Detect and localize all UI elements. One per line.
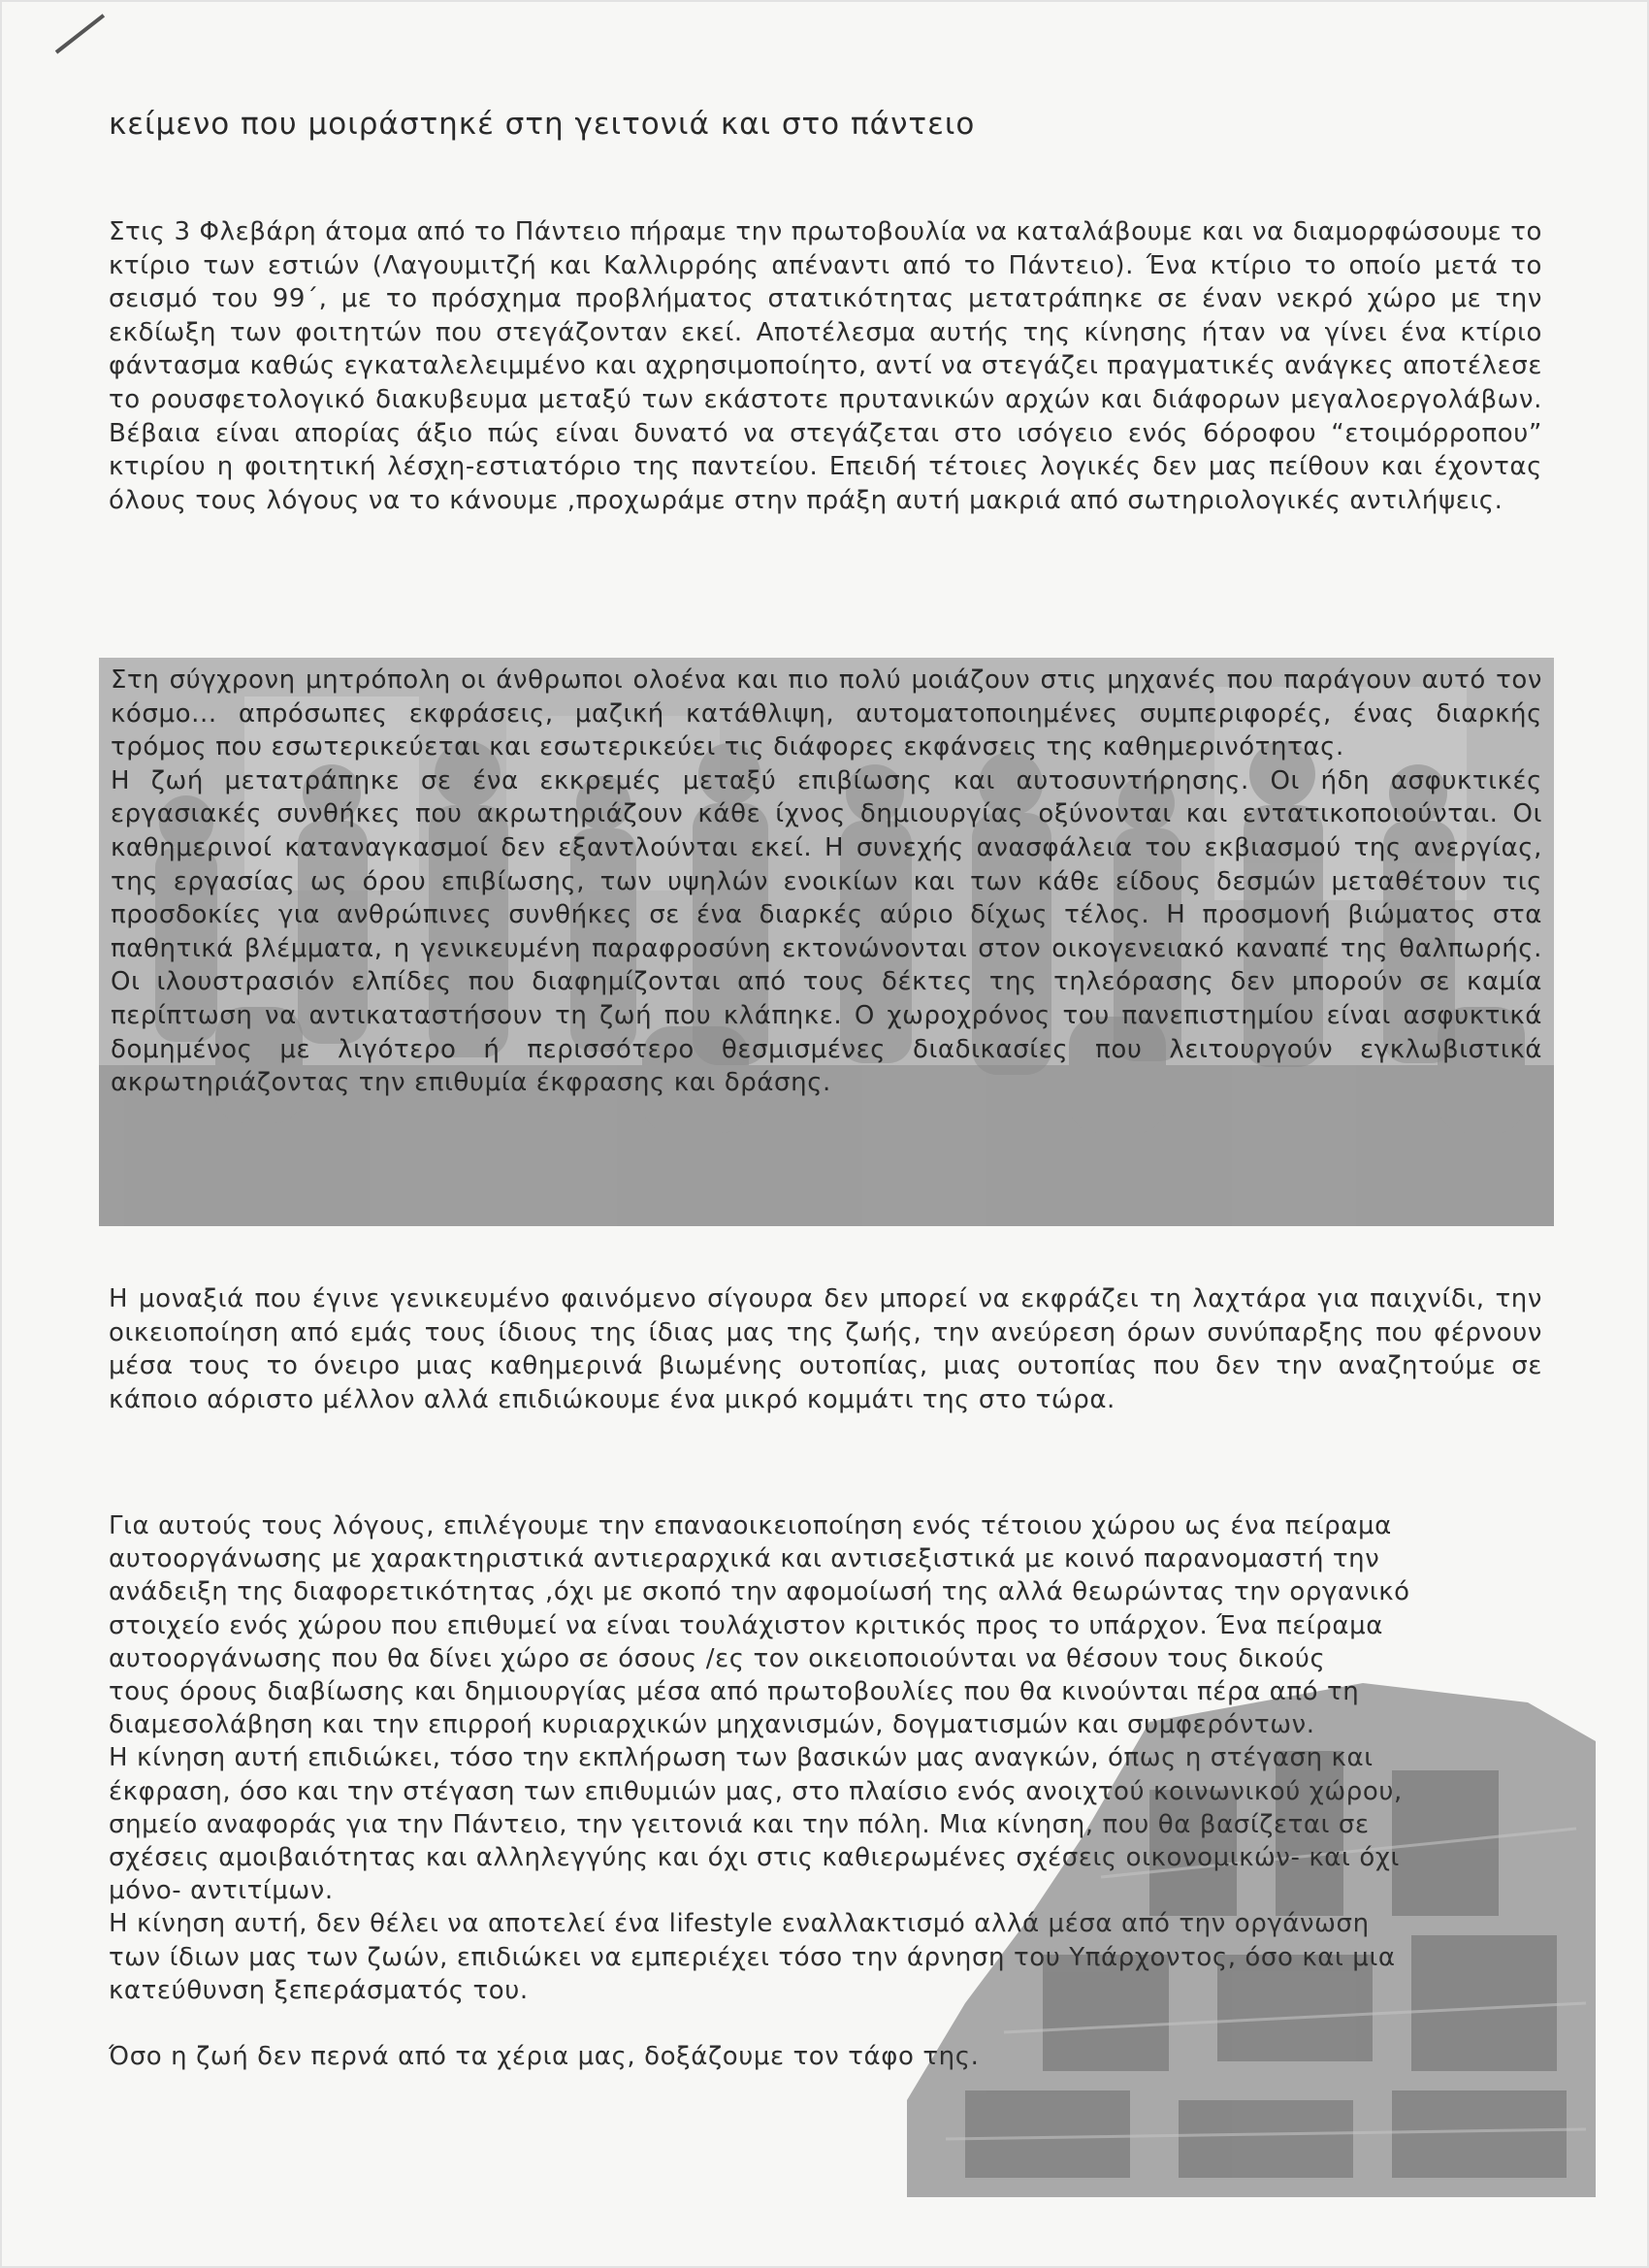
text-line: σχέσεις αμοιβαιότητας και αλληλεγγύης και όχι στις καθιερωμένες σχέσεις οικονομικών- και όχι bbox=[109, 1843, 1400, 1873]
text-line: μόνο- αντιτίμων. bbox=[109, 1876, 334, 1906]
paragraph-loneliness: Η μοναξιά που έγινε γενικευμένο φαινόμενο σίγουρα δεν μπορεί να εκφράζει τη λαχτάρα για παιχνίδι, την οικειοποίηση από εμάς τους ίδιους της ίδιας μας της ζωής, την ανεύρεση όρων συνύπαρξης που φέρνουν μέσα τους το όνειρο μιας καθημερινά βιωμένης ουτοπίας, μιας ουτοπίας που δεν την αναζητούμε σε κάποιο αόριστο μέλλον αλλά επιδιώκουμε ένα μικρό κομμάτι της στο τώρα. bbox=[109, 1284, 1542, 1414]
text-line: κατεύθυνση ξεπεράσματός του. bbox=[109, 1975, 529, 2005]
page-title: κείμενο που μοιράστηκέ στη γειτονιά και στο πάντειο bbox=[109, 107, 976, 142]
text-line: αυτοοργάνωσης που θα δίνει χώρο σε όσους /ες τον οικειοποιούνται να θέσουν τους δικούς bbox=[109, 1643, 1326, 1673]
text-line: στοιχείο ενός χώρου που επιθυμεί να είναι τουλάχιστον κριτικός προς το υπάρχον. Ένα πείραμα bbox=[109, 1610, 1383, 1640]
text-line: διαμεσολάβηση και την επιρροή κυριαρχικών μηχανισμών, δογματισμών και συμφερόντων. bbox=[109, 1710, 1315, 1740]
paragraph-occupation-intro: Στις 3 Φλεβάρη άτομα από το Πάντειο πήραμε την πρωτοβουλία να καταλάβουμε και να διαμορφώσουμε το κτίριο των εστιών (Λαγουμιτζή και Καλλιρρόης απέναντι από το Πάντειο). Ένα κτίριο το οποίο μετά το σεισμό του 99΄, με το πρόσχημα προβλήματος στατικότητας μετατράπηκε σε έναν νεκρό χώρο με την εκδίωξη των φοιτητών που στεγάζονταν εκεί. Αποτέλεσμα αυτής της κίνησης ήταν να γίνει ένα κτίριο φάντασμα καθώς εγκαταλελειμμένο και αχρησιμοποίητο, αντί να στεγάζει πραγματικές ανάγκες αποτέλεσε το ρουσφετολογικό διακυβευμα μεταξύ των εκάστοτε πρυτανικών αρχών και διάφορων μεγαλοεργολάβων. Βέβαια είναι απορίας άξιο πώς είναι δυνατό να στεγάζεται στο ισόγειο ενός 6όροφου “ετοιμόρροπου” κτιρίου η φοιτητική λέσχη-εστιατόριο της παντείου. Επειδή τέτοιες λογικές δεν μας πείθουν και έχοντας όλους τους λόγους να το κάνουμε ,προχωράμε στην πράξη αυτή μακριά από σωτηριολογικές αντιλήψεις. bbox=[109, 217, 1542, 515]
text-line: αυτοοργάνωσης με χαρακτηριστικά αντιεραρχικά και αντισεξιστικά με κοινό παρανομαστή την bbox=[109, 1544, 1380, 1574]
paragraph-metropolis bbox=[111, 664, 1542, 1100]
text-line: Η κίνηση αυτή επιδιώκει, τόσο την εκπλήρωση των βασικών μας αναγκών, όπως η στέγαση και bbox=[109, 1743, 1374, 1773]
text-line: τους όρους διαβίωσης και δημιουργίας μέσα από πρωτοβουλίες που θα κινούνται πέρα από τη bbox=[109, 1677, 1360, 1707]
text-line: Η κίνηση αυτή, δεν θέλει να αποτελεί ένα lifestyle εναλλακτισμό αλλά μέσα από την οργάνωση bbox=[109, 1909, 1370, 1939]
paragraph-self-organization bbox=[109, 1509, 1542, 2073]
closing-line: Όσο η ζωή δεν περνά από τα χέρια μας, δοξάζουμε τον τάφο της. bbox=[109, 2042, 980, 2072]
paragraph-metropolis-part2: Η ζωή μετατράπηκε σε ένα εκκρεμές μεταξύ επιβίωσης και αυτοσυντήρησης. Οι ήδη ασφυκτικές εργασιακές συνθήκες που ακρωτηριάζουν κάθε ίχνος δημιουργίας οξύνονται και εντατικοποιούνται. Οι καθημερινοί καταναγκασμοί δεν εξαντλούνται εκεί. Η συνεχής ανασφάλεια του εκβιασμού της ανεργίας, της εργασίας ως όρου επιβίωσης, των υψηλών ενοικίων και των κάθε είδους δεσμών μεταθέτουν τις προσδοκίες για ανθρώπινες συνθήκες σε ένα διαρκές αύριο δίχως τέλος. Η προσμονή βιώματος στα παθητικά βλέμματα, η γενικευμένη παραφροσύνη εκτονώνονται στον οικογενειακό καναπέ της θαλπωρής. Οι ιλουστρασιόν ελπίδες που διαφημίζονται από τους δέκτες της τηλεόρασης δεν μπορούν σε καμία περίπτωση να αντικαταστήσουν τη ζωή που κλάπηκε. Ο χωροχρόνος του πανεπιστημίου είναι ασφυκτικά δομημένος με λιγότερο ή περισσότερο θεσμισμένες διαδικασίες που λειτουργούν εγκλωβιστικά ακρωτηριάζοντας την επιθυμία έκφρασης και δράσης. bbox=[111, 765, 1542, 1098]
pen-stroke-mark bbox=[55, 14, 105, 53]
text-line: έκφραση, όσο και την στέγαση των επιθυμιών μας, στο πλαίσιο ενός ανοιχτού κοινωνικού χώρου, bbox=[109, 1776, 1403, 1806]
text-line: των ίδιων μας των ζωών, επιδιώκει να εμπεριέχει τόσο την άρνηση του Υπάρχοντος, όσο και μια bbox=[109, 1942, 1396, 1972]
text-line: Για αυτούς τους λόγους, επιλέγουμε την επαναοικειοποίηση ενός τέτοιου χώρου ως ένα πείραμα bbox=[109, 1511, 1392, 1540]
paragraph-metropolis-part1: Στη σύγχρονη μητρόπολη οι άνθρωποι ολοένα και πιο πολύ μοιάζουν στις μηχανές που παράγουν αυτό τον κόσμο... απρόσωπες εκφράσεις, μαζική κατάθλιψη, αυτοματοποιημένες συμπεριφορές, ένας διαρκής τρόμος που εσωτερικεύεται και εσωτερικεύει τις διάφορες εκφάνσεις της καθημερινότητας. bbox=[111, 665, 1542, 762]
blank-line bbox=[109, 2007, 1542, 2040]
text-line: σημείο αναφοράς για την Πάντειο, την γειτονιά και την πόλη. Μια κίνηση, που θα βασίζεται σε bbox=[109, 1809, 1370, 1839]
text-line: ανάδειξη της διαφορετικότητας ,όχι με σκοπό την αφομοίωσή της αλλά θεωρώντας την οργανικό bbox=[109, 1577, 1410, 1607]
